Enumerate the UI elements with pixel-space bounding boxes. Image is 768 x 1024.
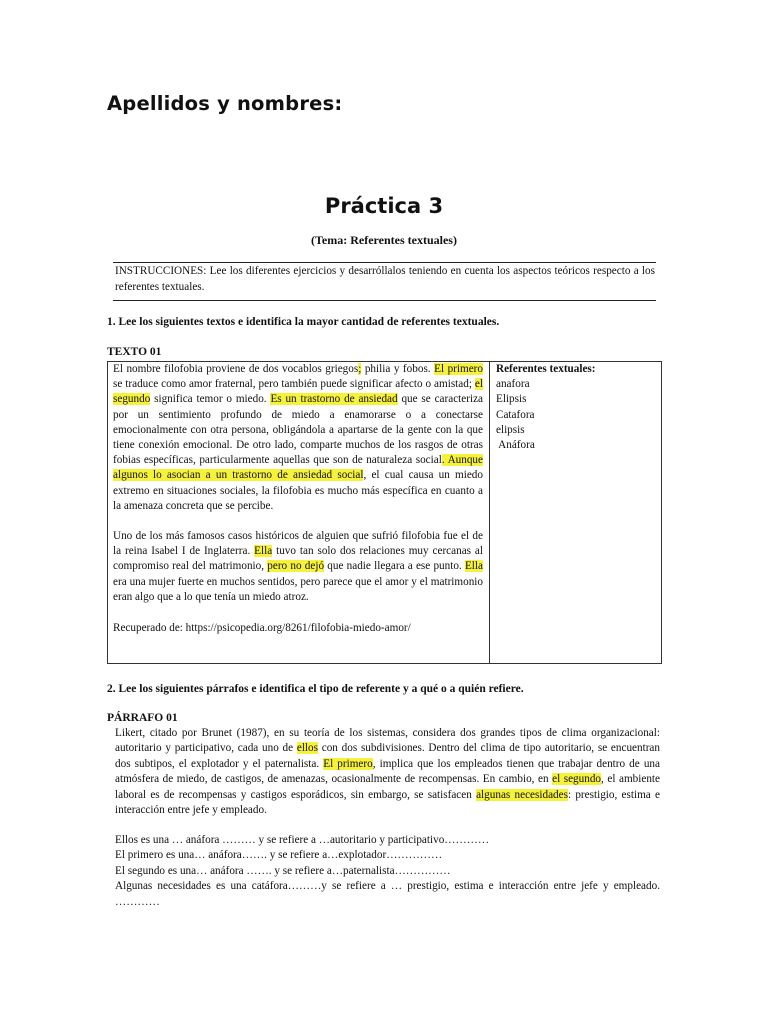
instructions-text: INSTRUCCIONES: Lee los diferentes ejercicios y desarróllalos teniendo en cuenta los aspectos teóricos respecto a los referentes textuales. <box>115 265 655 293</box>
highlighted-referent: algunas necesidades <box>476 788 568 801</box>
text-run: era una mujer fuerte en muchos sentidos, pero parece que el amor y el matrimonio eran algo que a lo que tenía un miedo atroz. <box>113 575 483 603</box>
answer-line: Ellos es una … anáfora ……… y se refiere a …autoritario y participativo………… <box>115 834 490 846</box>
text-run: significa temor o miedo. <box>150 393 271 406</box>
referente-item: elipsis <box>496 423 525 436</box>
referentes-title: Referentes textuales: <box>496 363 596 375</box>
highlighted-referent: ellos <box>296 742 318 755</box>
highlighted-referent: . Aunque algunos lo asocian a un trastorno de ansiedad social <box>113 454 483 482</box>
text-run: se traduce como amor fraternal, pero también puede significar afecto o amistad; <box>113 378 475 391</box>
text-run: Likert, citado por Brunet (1987), en su teoría de los sistemas, considera dos grandes tipos de clima organizacional: autoritario y participativo, cada uno de <box>115 727 660 755</box>
highlighted-referent: Es un trastorno de ansiedad <box>270 393 398 406</box>
highlighted-referent: Ella <box>464 560 483 573</box>
highlighted-referent: ; <box>358 363 362 375</box>
text-run: , implica que los empleados tienen que trabajar dentro de una atmósfera de miedo, de castigos, de amenazas, ocasionalmente de recompensas. En cambio, en <box>115 757 660 786</box>
text-run: , el cual causa un miedo extremo en situaciones sociales, la filofobia es mucho más específica en cuanto a la amenaza concreta que se percibe. <box>113 469 483 512</box>
texto01-text-cell <box>113 362 483 636</box>
referentes-cell <box>496 362 656 453</box>
answer-line: El segundo es una… anáfora ……. y se refiere a…paternalista…………… <box>115 864 451 877</box>
text-run: El nombre filofobia proviene de dos vocablos griegos <box>113 363 359 375</box>
highlighted-referent: el segundo <box>552 773 602 786</box>
texto01-paragraph-1 <box>113 362 483 514</box>
text-run: Uno de los más famosos casos históricos de alguien que sufrió filofobia fue el de la reina Isabel I de Inglaterra. <box>113 530 483 558</box>
instructions-bottom-rule <box>113 300 656 301</box>
highlighted-referent: El primero <box>434 363 483 375</box>
text-run: , el ambiente laboral es de recompensas y castigos esporádicos, sin embargo, se satisfacen <box>115 773 660 801</box>
text-run: con dos subdivisiones. Dentro del clima de tipo autoritario, se encuentran dos subtipos, el explotador y el paternalista. <box>115 742 660 770</box>
question-2-heading: 2. Lee los siguientes párrafos e identifica el tipo de referente y a qué o a quién refiere. <box>107 683 524 695</box>
highlighted-referent: el segundo <box>113 378 483 406</box>
practice-topic: (Tema: Referentes textuales) <box>311 233 457 247</box>
referente-item: Anáfora <box>496 439 535 452</box>
answer-line: El primero es una… anáfora……. y se refiere a…explotador…………… <box>115 849 443 862</box>
texto01-source: Recuperado de: https://psicopedia.org/8261/filofobia-miedo-amor/ <box>113 622 411 635</box>
text-run: : prestigio, estima e interacción entre jefe y empleado. <box>115 788 660 817</box>
referente-item: Catafora <box>496 408 535 421</box>
text-run: philia y fobos. <box>361 363 435 375</box>
question-1-heading: 1. Lee los siguientes textos e identifica la mayor cantidad de referentes textuales. <box>107 316 500 328</box>
student-name-label: Apellidos y nombres: <box>107 92 343 115</box>
texto01-label: TEXTO 01 <box>107 346 162 358</box>
parrafo01-text <box>115 726 660 818</box>
text-run: que nadie llegara a ese punto. <box>324 560 465 573</box>
parrafo01-label: PÁRRAFO 01 <box>107 712 178 724</box>
answer-line: Algunas necesidades es una catáfora………y se refiere a … prestigio, estima e interacción entre jefe y empleado. ………… <box>115 880 660 908</box>
text-run: que se caracteriza por un sentimiento profundo de miedo a enamorarse o a conectarse emocionalmente con otra persona, obligándola a apartarse de la gente con la que tiene conexión emocional. De otro lado, comparte muchos de los rasgos de otras fobias específicas, particularmente aquellas que son de naturaleza social <box>113 393 484 467</box>
table-column-divider <box>489 361 490 664</box>
highlighted-referent: Ella <box>254 545 273 558</box>
highlighted-referent: pero no dejó <box>267 560 325 573</box>
referente-item: anafora <box>496 378 530 391</box>
answers-block <box>115 833 660 910</box>
practice-title: Práctica 3 <box>324 194 444 218</box>
text-run: tuvo tan solo dos relaciones muy cercanas al compromiso real del matrimonio, <box>113 545 483 573</box>
referente-item: Elipsis <box>496 393 527 406</box>
texto01-paragraph-2 <box>113 529 483 605</box>
highlighted-referent: El primero <box>323 757 373 770</box>
